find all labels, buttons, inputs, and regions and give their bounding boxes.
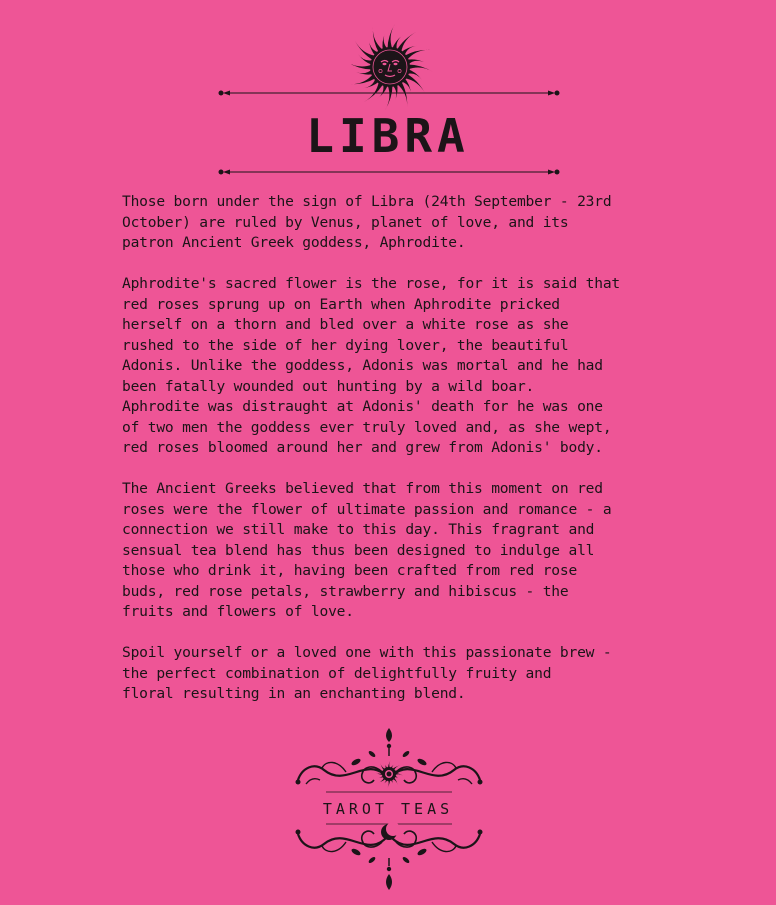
text-line: herself on a thorn and bled over a white rose as she bbox=[122, 316, 569, 333]
text-line: sensual tea blend has thus been designed to indulge all bbox=[122, 541, 595, 559]
text-line: of two men the goddess ever truly loved and, as she wept, bbox=[122, 418, 612, 436]
paragraph-blend bbox=[122, 479, 682, 623]
text-line: been fatally wounded out hunting by a wild boar. bbox=[122, 377, 535, 395]
text-line: rushed to the side of her dying lover, the beautiful bbox=[122, 336, 569, 354]
text-line: Adonis. Unlike the goddess, Adonis was mortal and he had bbox=[122, 357, 603, 374]
bottom-divider bbox=[218, 168, 560, 176]
paragraph-closing bbox=[122, 643, 682, 705]
text-line: Aphrodite's sacred flower is the rose, for it is said that bbox=[122, 275, 620, 292]
description-body bbox=[122, 192, 682, 725]
page-title: LIBRA bbox=[306, 109, 470, 163]
text-line: The Ancient Greeks believed that from this moment on red bbox=[122, 480, 603, 497]
text-line: Those born under the sign of Libra (24th September - 23rd bbox=[122, 193, 612, 210]
text-line: Aphrodite was distraught at Adonis' death for he was one bbox=[122, 398, 603, 415]
paragraph-intro bbox=[122, 192, 682, 254]
text-line: fruits and flowers of love. bbox=[122, 603, 354, 620]
text-line: red roses sprung up on Earth when Aphrodite pricked bbox=[122, 295, 560, 313]
paragraph-myth bbox=[122, 274, 682, 459]
text-line: floral resulting in an enchanting blend. bbox=[122, 685, 466, 702]
text-line: those who drink it, having been crafted from red rose bbox=[122, 562, 578, 579]
text-line: patron Ancient Greek goddess, Aphrodite. bbox=[122, 234, 466, 251]
text-line: connection we still make to this day. This fragrant and bbox=[122, 521, 595, 538]
text-line: roses were the flower of ultimate passion and romance - a bbox=[122, 500, 612, 518]
text-line: the perfect combination of delightfully fruity and bbox=[122, 664, 552, 682]
text-line: Spoil yourself or a loved one with this passionate brew - bbox=[122, 644, 612, 661]
sun-face-icon bbox=[345, 22, 435, 112]
top-divider bbox=[218, 89, 560, 97]
text-line: October) are ruled by Venus, planet of love, and its bbox=[122, 213, 569, 231]
brand-name: TAROT TEAS bbox=[322, 800, 454, 818]
text-line: red roses bloomed around her and grew from Adonis' body. bbox=[122, 439, 603, 456]
text-line: buds, red rose petals, strawberry and hibiscus - the bbox=[122, 582, 569, 600]
